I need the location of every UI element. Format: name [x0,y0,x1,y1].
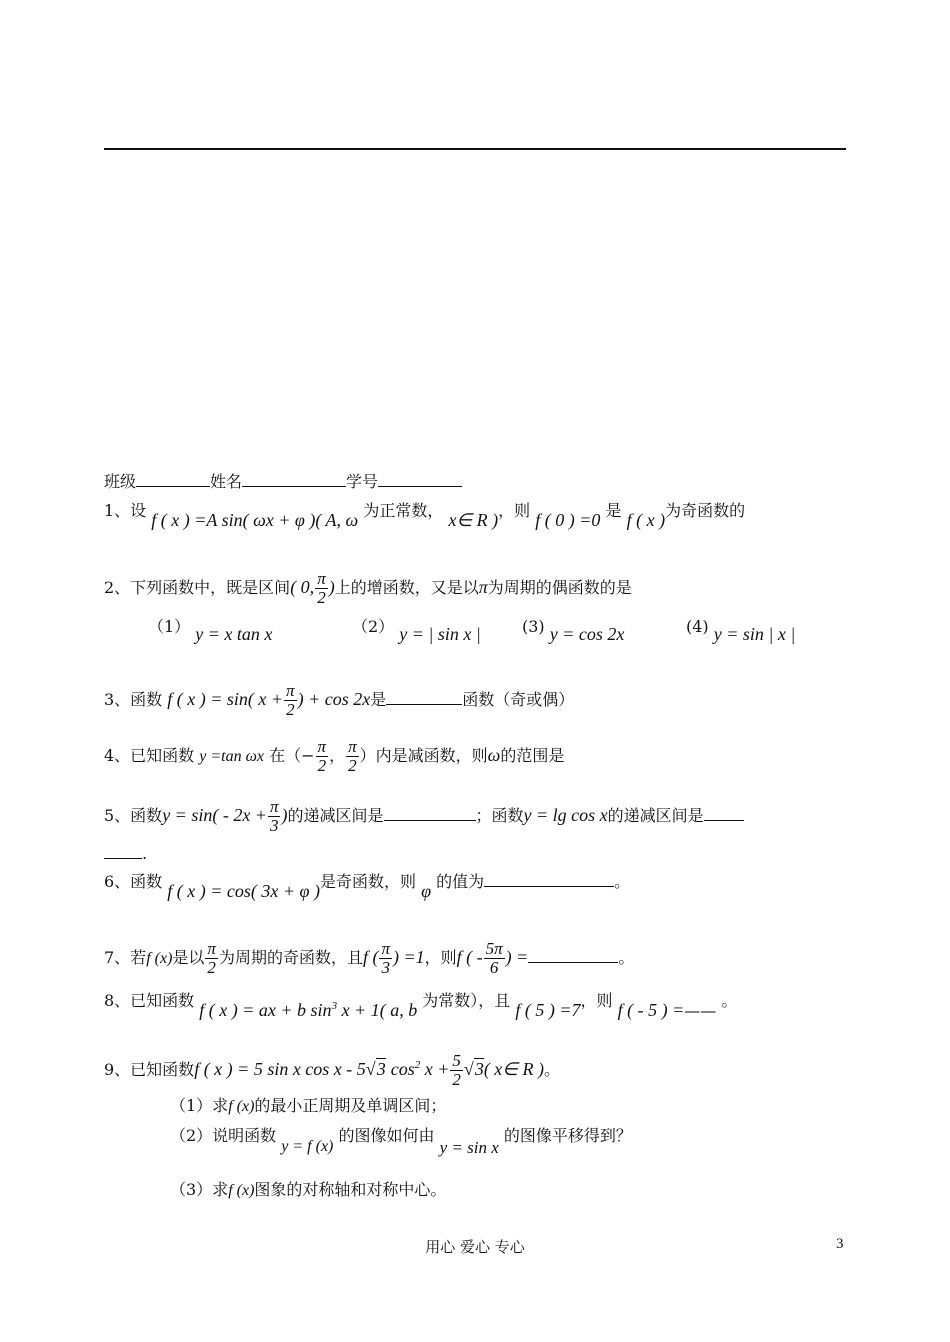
name-label: 姓名 [210,472,243,491]
q2-interval-right: ) [328,577,335,597]
q7-mid-b: 为周期的奇函数，且 [218,948,363,967]
q4-prefix: 4、已知函数 [104,746,195,765]
q6-mid: 是奇函数，则 [319,872,416,891]
q5-prefix: 5、函数 [104,806,163,825]
q5-answer-blank-2a[interactable] [704,804,744,821]
q9-expression-a: f ( x ) = 5 sin x cos x - 5 [194,1059,366,1079]
q7-answer-blank[interactable] [528,946,618,963]
student-info-line [104,470,462,492]
q4-fraction-2: $\frac{\pi}{2}$ [348,737,357,775]
q9-sqrt-1: √3 [365,1059,386,1079]
page-number: 3 [836,1236,844,1252]
q9-expression-b: $\cos^2 x$ + [390,1059,450,1079]
q7-eq2: ) = [505,947,529,967]
q9-expression-d: ( x∈ R ) [483,1059,544,1079]
class-blank[interactable] [136,470,210,487]
question-8: 8、已知函数 f ( x ) = ax + b $\sin^3 x + 1$( a, b 为常数），且 f ( 5 ) =7，则 f ( - 5 ) =—— 。 [104,991,738,1020]
q4-tail-a: ）内是减函数，则 [359,746,488,765]
q4-in: 在（− [269,746,315,765]
q5-semi: ；函数 [475,806,524,825]
question-7: 7、若f (x)是以 $\frac{\pi}{2}$ 为周期的奇函数，且f ( $\frac{\pi}{3}$ ) =1，则f ( - $\frac{5\pi}{6}$ ) = 。 [104,939,635,977]
q8-ask: f ( - 5 ) = [617,1000,685,1020]
q9-sqrt-2: √3 [463,1059,484,1079]
q5-expression-c: y = lg cos x [523,805,608,825]
q3-expression-b: ) + cos 2x [297,689,371,709]
q7-fraction-3: $\frac{5\pi}{6}$ [485,939,503,977]
name-blank[interactable] [242,470,346,487]
footer-slogan: 用心 爱心 专心 [425,1238,525,1256]
q7-mid-a: 是以 [172,948,205,967]
q4-tail-b: 的范围是 [500,746,565,765]
class-label: 班级 [104,472,137,491]
q8-condition: f ( 5 ) =7 [515,1000,581,1020]
q2-interval-left: ( 0, [290,577,315,597]
q2-option-3: (3) y = cos 2x [522,617,625,644]
q2-text-c: 为周期的偶函数的是 [487,578,632,597]
question-9: 9、已知函数f ( x ) = 5 sin x cos x - 5√3 $\cos^2 x$ + $\frac{5}{2}$ √3( x∈ R )。 [104,1051,560,1089]
q1-mid: 为正常数， [363,501,444,520]
q7-fraction-2: $\frac{\pi}{3}$ [381,939,390,977]
q6-expression: f ( x ) = cos( 3x + φ ) [167,881,320,901]
q3-answer-blank[interactable] [386,688,462,705]
q6-answer-blank[interactable] [484,870,614,887]
q1-then: ，则 [498,501,531,520]
q3-prefix: 3、函数 [104,690,163,709]
q8-answer-dash[interactable]: —— [684,1001,717,1020]
q5-continuation: . [104,842,147,864]
question-3 [104,682,574,719]
q2-text-b: 上的增函数，又是以 [334,578,479,597]
q7-then: ，则 [424,948,457,967]
q3-expression-a: f ( x ) = sin( x + [167,689,284,709]
id-label: 学号 [346,472,379,491]
q7-fraction-1: $\frac{\pi}{2}$ [207,939,216,977]
q5-expression-a: y = sin( - 2x + [162,805,267,825]
q7-f2: f ( - [456,947,483,967]
q9-sub-3: （3）求f (x)图象的对称轴和对称中心。 [170,1180,447,1199]
q1-fx: f ( x ) [626,510,666,530]
q2-option-1: （1） y = x tan x [148,617,273,644]
q8-mid: 为常数），且 [422,991,511,1010]
q1-expression: f ( x ) =A sin( ωx + φ )( A, ω [151,510,359,530]
q1-condition: x∈ R ) [448,510,499,530]
q6-phi: φ [421,881,432,901]
q5-tail: 的递减区间是 [607,806,704,825]
q6-prefix: 6、函数 [104,872,163,891]
q2-pi: π [478,577,488,597]
q1-equation: f ( 0 ) =0 [535,510,601,530]
q6-tail: 的值为 [436,872,485,891]
question-5 [104,798,744,835]
q7-f: f ( [362,947,379,967]
q9-sub-2: （2）说明函数 y = f (x) 的图像如何由 y = sin x 的图像平移得到？ [170,1126,632,1157]
q2-option-2: （2） y = | sin x | [352,617,481,644]
q5-mid: 的递减区间是 [287,806,384,825]
q1-is: 是 [605,501,622,520]
q4-expression: y =tan ωx [199,748,265,765]
id-blank[interactable] [378,470,462,487]
q5-answer-blank-2b[interactable] [104,842,142,859]
q7-eq1: ) =1 [392,947,425,967]
q5-answer-blank-1[interactable] [384,804,476,821]
q8-expression: f ( x ) = ax + b $\sin^3 x + 1$( a, b [199,1000,418,1020]
q8-prefix: 8、已知函数 [104,991,195,1010]
q2-option-4: (4) y = sin | x | [686,617,796,644]
header-rule [104,148,846,150]
q9-sub-1: （1）求f (x)的最小正周期及单调区间； [170,1096,447,1115]
q4-comma: ， [329,746,346,765]
q2-fraction: $\frac{\pi}{2}$ [317,569,326,607]
q4-omega: ω [487,745,501,765]
q3-fraction: $\frac{\pi}{2}$ [286,681,295,719]
q3-is: 是 [370,690,387,709]
q7-fx: f (x) [146,950,173,967]
q9-prefix: 9、已知函数 [104,1060,195,1079]
q5-fraction: $\frac{\pi}{3}$ [269,797,279,835]
q1-prefix: 1、设 [104,501,147,520]
question-2 [104,570,632,607]
question-6: 6、函数 f ( x ) = cos( 3x + φ )是奇函数，则 φ 的值为 。 [104,872,631,901]
question-1 [104,500,746,530]
q9-fraction: $\frac{5}{2}$ [452,1051,461,1089]
q4-fraction-1: $\frac{\pi}{2}$ [317,737,327,775]
q2-text-a: 2、下列函数中，既是区间 [104,578,291,597]
q5-expression-b: ) [281,805,288,825]
q3-tail: 函数（奇或偶） [462,690,575,709]
question-4 [104,738,564,775]
q7-prefix: 7、若 [104,948,147,967]
q8-then: ，则 [580,991,613,1010]
q1-tail: 为奇函数的 [665,501,746,520]
